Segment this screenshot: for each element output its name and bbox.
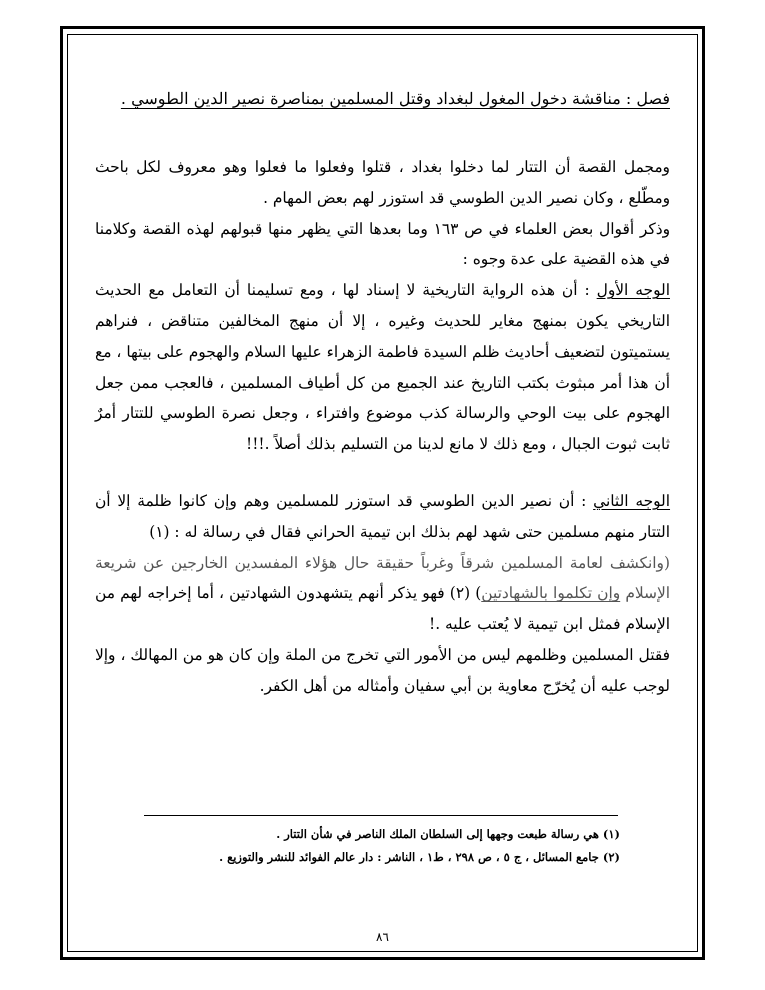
page-number: ٨٦: [376, 930, 389, 944]
footnote-divider: [144, 815, 618, 816]
intro-paragraph-1: ومجمل القصة أن التتار لما دخلوا بغداد ، قتلوا وفعلوا ما فعلوا وهو معروف لكل باحث ومطّلع ، وكان نصير الدين الطوسي قد استوزر لهم بعض المهام .: [95, 158, 670, 207]
page-body: [95, 86, 670, 702]
footnote-2: (٢) جامع المسائل ، ج ٥ ، ص ٢٩٨ ، ط١ ، الناشر : دار عالم الفوائد للنشر والتوزيع .: [219, 850, 620, 864]
footnote-1: (١) هي رسالة طبعت وجهها إلى السلطان الملك الناصر في شأن التتار .: [276, 827, 620, 841]
final-paragraph: فقتل المسلمين وظلمهم ليس من الأمور التي تخرج من الملة وإن كان هو من المهالك ، وإلا لوجب عليه أن يُخرّج معاوية بن أبي سفيان وأمثاله من أهل الكفر.: [95, 645, 670, 695]
chapter-heading: فصل : مناقشة دخول المغول لبغداد وقتل المسلمين بمناصرة نصير الدين الطوسي .: [120, 89, 670, 108]
second-aspect-label: الوجه الثاني: [593, 491, 671, 510]
after-quote-text: (٢) فهو يذكر أنهم يتشهدون الشهادتين ، أما إخراجه لهم من الإسلام فمثل ابن تيمية لا يُعتب عليه .!: [95, 584, 670, 634]
first-aspect-label: الوجه الأول: [596, 281, 670, 300]
second-aspect-paragraph: [95, 486, 670, 548]
quote-text: (وانكشف لعامة المسلمين شرقاً وغرباً حقيقة حال هؤلاء المفسدين الخارجين عن شريعة الإسلام: [95, 553, 670, 603]
first-aspect-text: : أن هذه الرواية التاريخية لا إسناد لها ، ومع تسليمنا أن التعامل مع الحديث التاريخي يكون بمنهج مغاير للحديث وغيره ، إلا أن منهج المخالفين متناقض ، فنراهم يستميتون لتضعيف أحاديث ظلم السيدة فاطمة الزهراء عليها السلام والهجوم على بيتها ، مع أن هذا أمر مبثوث بكتب التاريخ عند الجميع من كل أطياف المسلمين ، فالعجب ممن جعل الهجوم على بيت الوحي والرسالة كذب موضوع وافتراء ، وجعل نصرة الطوسي للتتار أمرٌ ثابت ثبوت الجبال ، ومع ذلك لا مانع لدينا من التسليم بذلك أصلاً .!!!: [95, 281, 670, 454]
second-aspect-text: : أن نصير الدين الطوسي قد استوزر للمسلمين وهم وإن كانوا ظلمة إلا أن التتار منهم مسلمين حتى شهد لهم بذلك ابن تيمية الحراني فقال في رسالة له : (١): [95, 491, 670, 541]
first-aspect-paragraph: [95, 275, 670, 460]
quote-paragraph: [95, 548, 670, 640]
footnotes: [95, 823, 620, 869]
intro-paragraph-2: وذكر أقوال بعض العلماء في ص ١٦٣ وما بعدها التي يظهر منها قبولهم لهذه القصة وكلامنا في هذه القضية على عدة وجوه :: [95, 219, 670, 269]
quote-underlined: وإن تكلموا بالشهادتين: [481, 584, 621, 603]
quote-close: ): [475, 584, 482, 603]
